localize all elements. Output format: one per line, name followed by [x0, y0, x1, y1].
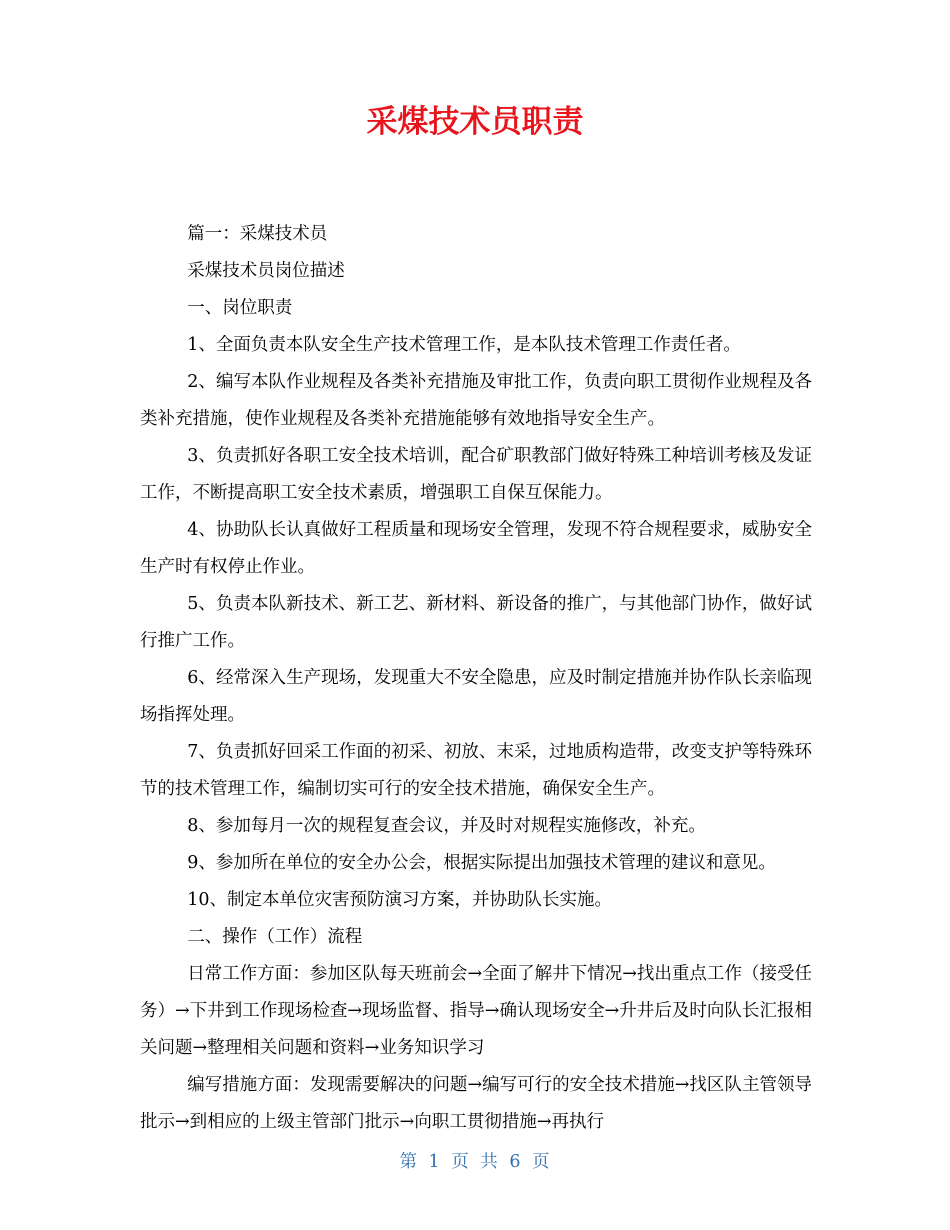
process-paragraph: 编写措施方面：发现需要解决的问题→编写可行的安全技术措施→找区队主管领导批示→到相应的上级主管部门批示→向职工贯彻措施→再执行: [140, 1075, 812, 1132]
duty-item: 5、负责本队新技术、新工艺、新材料、新设备的推广，与其他部门协作，做好试行推广工作。: [140, 594, 812, 651]
duty-item: 7、负责抓好回采工作面的初采、初放、末采，过地质构造带，改变支护等特殊环节的技术管理工作，编制切实可行的安全技术措施，确保安全生产。: [140, 742, 812, 799]
duty-item: 8、参加每月一次的规程复查会议，并及时对规程实施修改，补充。: [187, 816, 706, 836]
subsection-heading: 采煤技术员岗位描述: [187, 261, 345, 281]
process-paragraph: 日常工作方面：参加区队每天班前会→全面了解井下情况→找出重点工作（接受任务）→下井到工作现场检查→现场监督、指导→确认现场安全→升井后及时向队长汇报相关问题→整理相关问题和资料→业务知识学习: [140, 964, 812, 1058]
duty-item: 1、全面负责本队安全生产技术管理工作，是本队技术管理工作责任者。: [187, 335, 741, 355]
section-heading: 篇一：采煤技术员: [187, 224, 328, 244]
duty-item: 4、协助队长认真做好工程质量和现场安全管理，发现不符合规程要求，威胁安全生产时有权停止作业。: [140, 520, 812, 577]
section-heading: 一、岗位职责: [187, 298, 293, 318]
duty-item: 10、制定本单位灾害预防演习方案，并协助队长实施。: [187, 890, 613, 910]
document-title: 采煤技术员职责: [366, 104, 584, 140]
page-number-footer: 第 1 页 共 6 页: [399, 1152, 551, 1172]
document-body: [140, 216, 812, 1141]
duty-item: 6、经常深入生产现场，发现重大不安全隐患，应及时制定措施并协作队长亲临现场指挥处理。: [140, 668, 812, 725]
section-heading: 二、操作（工作）流程: [187, 927, 363, 947]
duty-item: 3、负责抓好各职工安全技术培训，配合矿职教部门做好特殊工种培训考核及发证工作，不断提高职工安全技术素质，增强职工自保互保能力。: [140, 446, 812, 503]
duty-item: 2、编写本队作业规程及各类补充措施及审批工作，负责向职工贯彻作业规程及各类补充措施，使作业规程及各类补充措施能够有效地指导安全生产。: [140, 372, 812, 429]
duty-item: 9、参加所在单位的安全办公会，根据实际提出加强技术管理的建议和意见。: [187, 853, 776, 873]
